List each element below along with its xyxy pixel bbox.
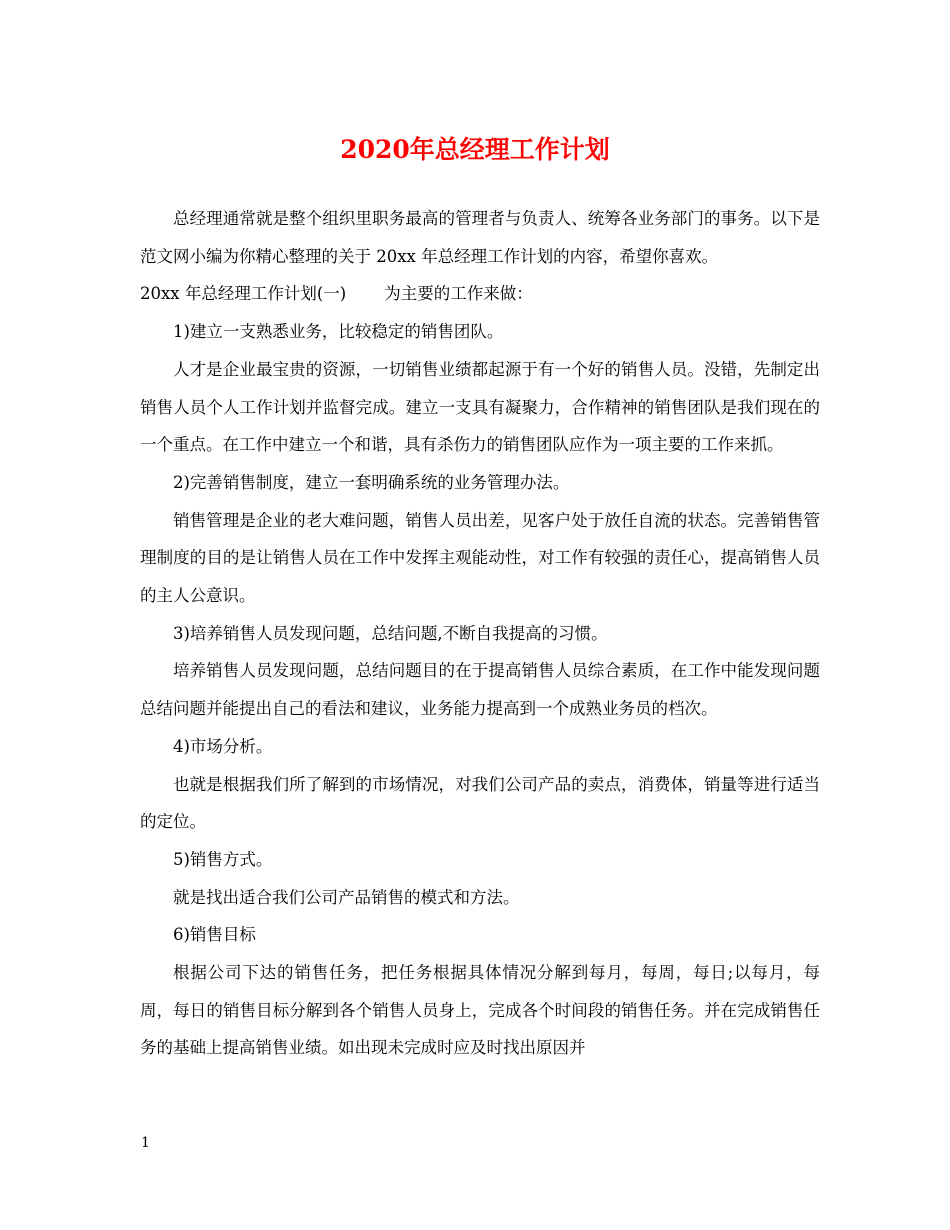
list-item-heading: 3)培养销售人员发现问题，总结问题,不断自我提高的习惯。 xyxy=(173,623,608,643)
list-item-heading: 4)市场分析。 xyxy=(173,736,273,756)
body-paragraph: 培养销售人员发现问题，总结问题目的在于提高销售人员综合素质，在工作中能发现问题总结问题并能提出自己的看法和建议，业务能力提高到一个成熟业务员的档次。 xyxy=(140,661,820,719)
list-item-heading: 2)完善销售制度，建立一套明确系统的业务管理办法。 xyxy=(173,472,570,492)
section-heading: 20xx 年总经理工作计划(一) xyxy=(140,284,347,304)
list-item-heading: 5)销售方式。 xyxy=(173,849,273,869)
document-body xyxy=(140,200,820,1067)
body-paragraph: 销售管理是企业的老大难问题，销售人员出差，见客户处于放任自流的状态。完善销售管理制度的目的是让销售人员在工作中发挥主观能动性，对工作有较强的责任心，提高销售人员的主人公意识。 xyxy=(140,510,820,606)
intro-paragraph: 总经理通常就是整个组织里职务最高的管理者与负责人、统筹各业务部门的事务。以下是范文网小编为你精心整理的关于 20xx 年总经理工作计划的内容，希望你喜欢。 xyxy=(140,209,820,266)
body-paragraph: 根据公司下达的销售任务，把任务根据具体情况分解到每月，每周，每日;以每月，每周，每日的销售目标分解到各个销售人员身上，完成各个时间段的销售任务。并在完成销售任务的基础上提高销售业绩。如出现未完成时应及时找出原因并 xyxy=(140,963,820,1058)
page-number: 1 xyxy=(141,1135,150,1151)
section-heading-tail: 为主要的工作来做： xyxy=(384,284,533,304)
document-title: 2020年总经理工作计划 xyxy=(340,135,610,164)
body-paragraph: 就是找出适合我们公司产品销售的模式和方法。 xyxy=(173,887,520,907)
body-paragraph: 也就是根据我们所了解到的市场情况，对我们公司产品的卖点，消费体，销量等进行适当的定位。 xyxy=(140,774,820,832)
section-heading-line xyxy=(140,275,820,313)
list-item-heading: 6)销售目标 xyxy=(173,925,256,945)
list-item-heading: 1)建立一支熟悉业务，比较稳定的销售团队。 xyxy=(173,322,504,342)
body-paragraph: 人才是企业最宝贵的资源，一切销售业绩都起源于有一个好的销售人员。没错，先制定出销售人员个人工作计划并监督完成。建立一支具有凝聚力，合作精神的销售团队是我们现在的一个重点。在工作中建立一个和谐，具有杀伤力的销售团队应作为一项主要的工作来抓。 xyxy=(140,359,820,455)
